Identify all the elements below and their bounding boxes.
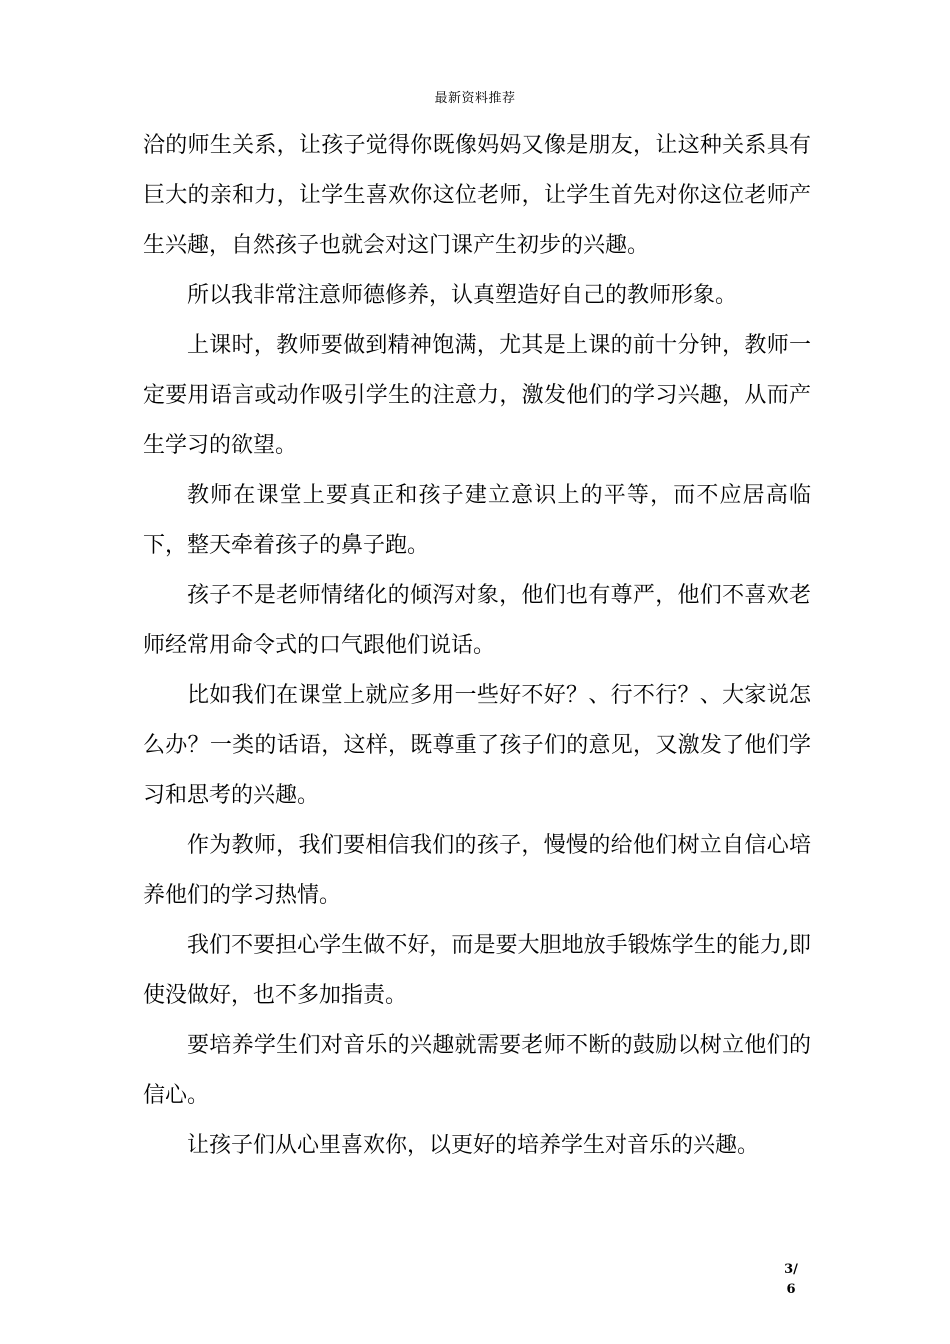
paragraph: 作为教师，我们要相信我们的孩子，慢慢的给他们树立自信心培养他们的学习热情。: [143, 833, 811, 908]
paragraph: 比如我们在课堂上就应多用一些好不好？、行不行？、大家说怎么办？一类的话语，这样，既尊重了孩子们的意见，又激发了他们学习和思考的兴趣。: [143, 683, 811, 808]
page-number: 3/6: [784, 1262, 798, 1297]
paragraph: 上课时，教师要做到精神饱满，尤其是上课的前十分钟，教师一定要用语言或动作吸引学生的注意力，激发他们的学习兴趣，从而产生学习的欲望。: [143, 333, 811, 458]
page-header: 最新资料推荐: [434, 91, 516, 106]
paragraph: 要培养学生们对音乐的兴趣就需要老师不断的鼓励以树立他们的信心。: [143, 1033, 811, 1108]
paragraph: 孩子不是老师情绪化的倾泻对象，他们也有尊严，他们不喜欢老师经常用命令式的口气跟他们说话。: [143, 583, 811, 658]
paragraph: 让孩子们从心里喜欢你，以更好的培养学生对音乐的兴趣。: [187, 1133, 760, 1158]
paragraph: 教师在课堂上要真正和孩子建立意识上的平等，而不应居高临下，整天牵着孩子的鼻子跑。: [143, 483, 811, 558]
document-body: [143, 121, 811, 1171]
paragraph: 所以我非常注意师德修养，认真塑造好自己的教师形象。: [187, 283, 738, 308]
paragraph: 洽的师生关系，让孩子觉得你既像妈妈又像是朋友，让这种关系具有巨大的亲和力，让学生喜欢你这位老师，让学生首先对你这位老师产生兴趣，自然孩子也就会对这门课产生初步的兴趣。: [143, 133, 811, 258]
paragraph: 我们不要担心学生做不好，而是要大胆地放手锻炼学生的能力,即使没做好，也不多加指责。: [143, 933, 811, 1008]
